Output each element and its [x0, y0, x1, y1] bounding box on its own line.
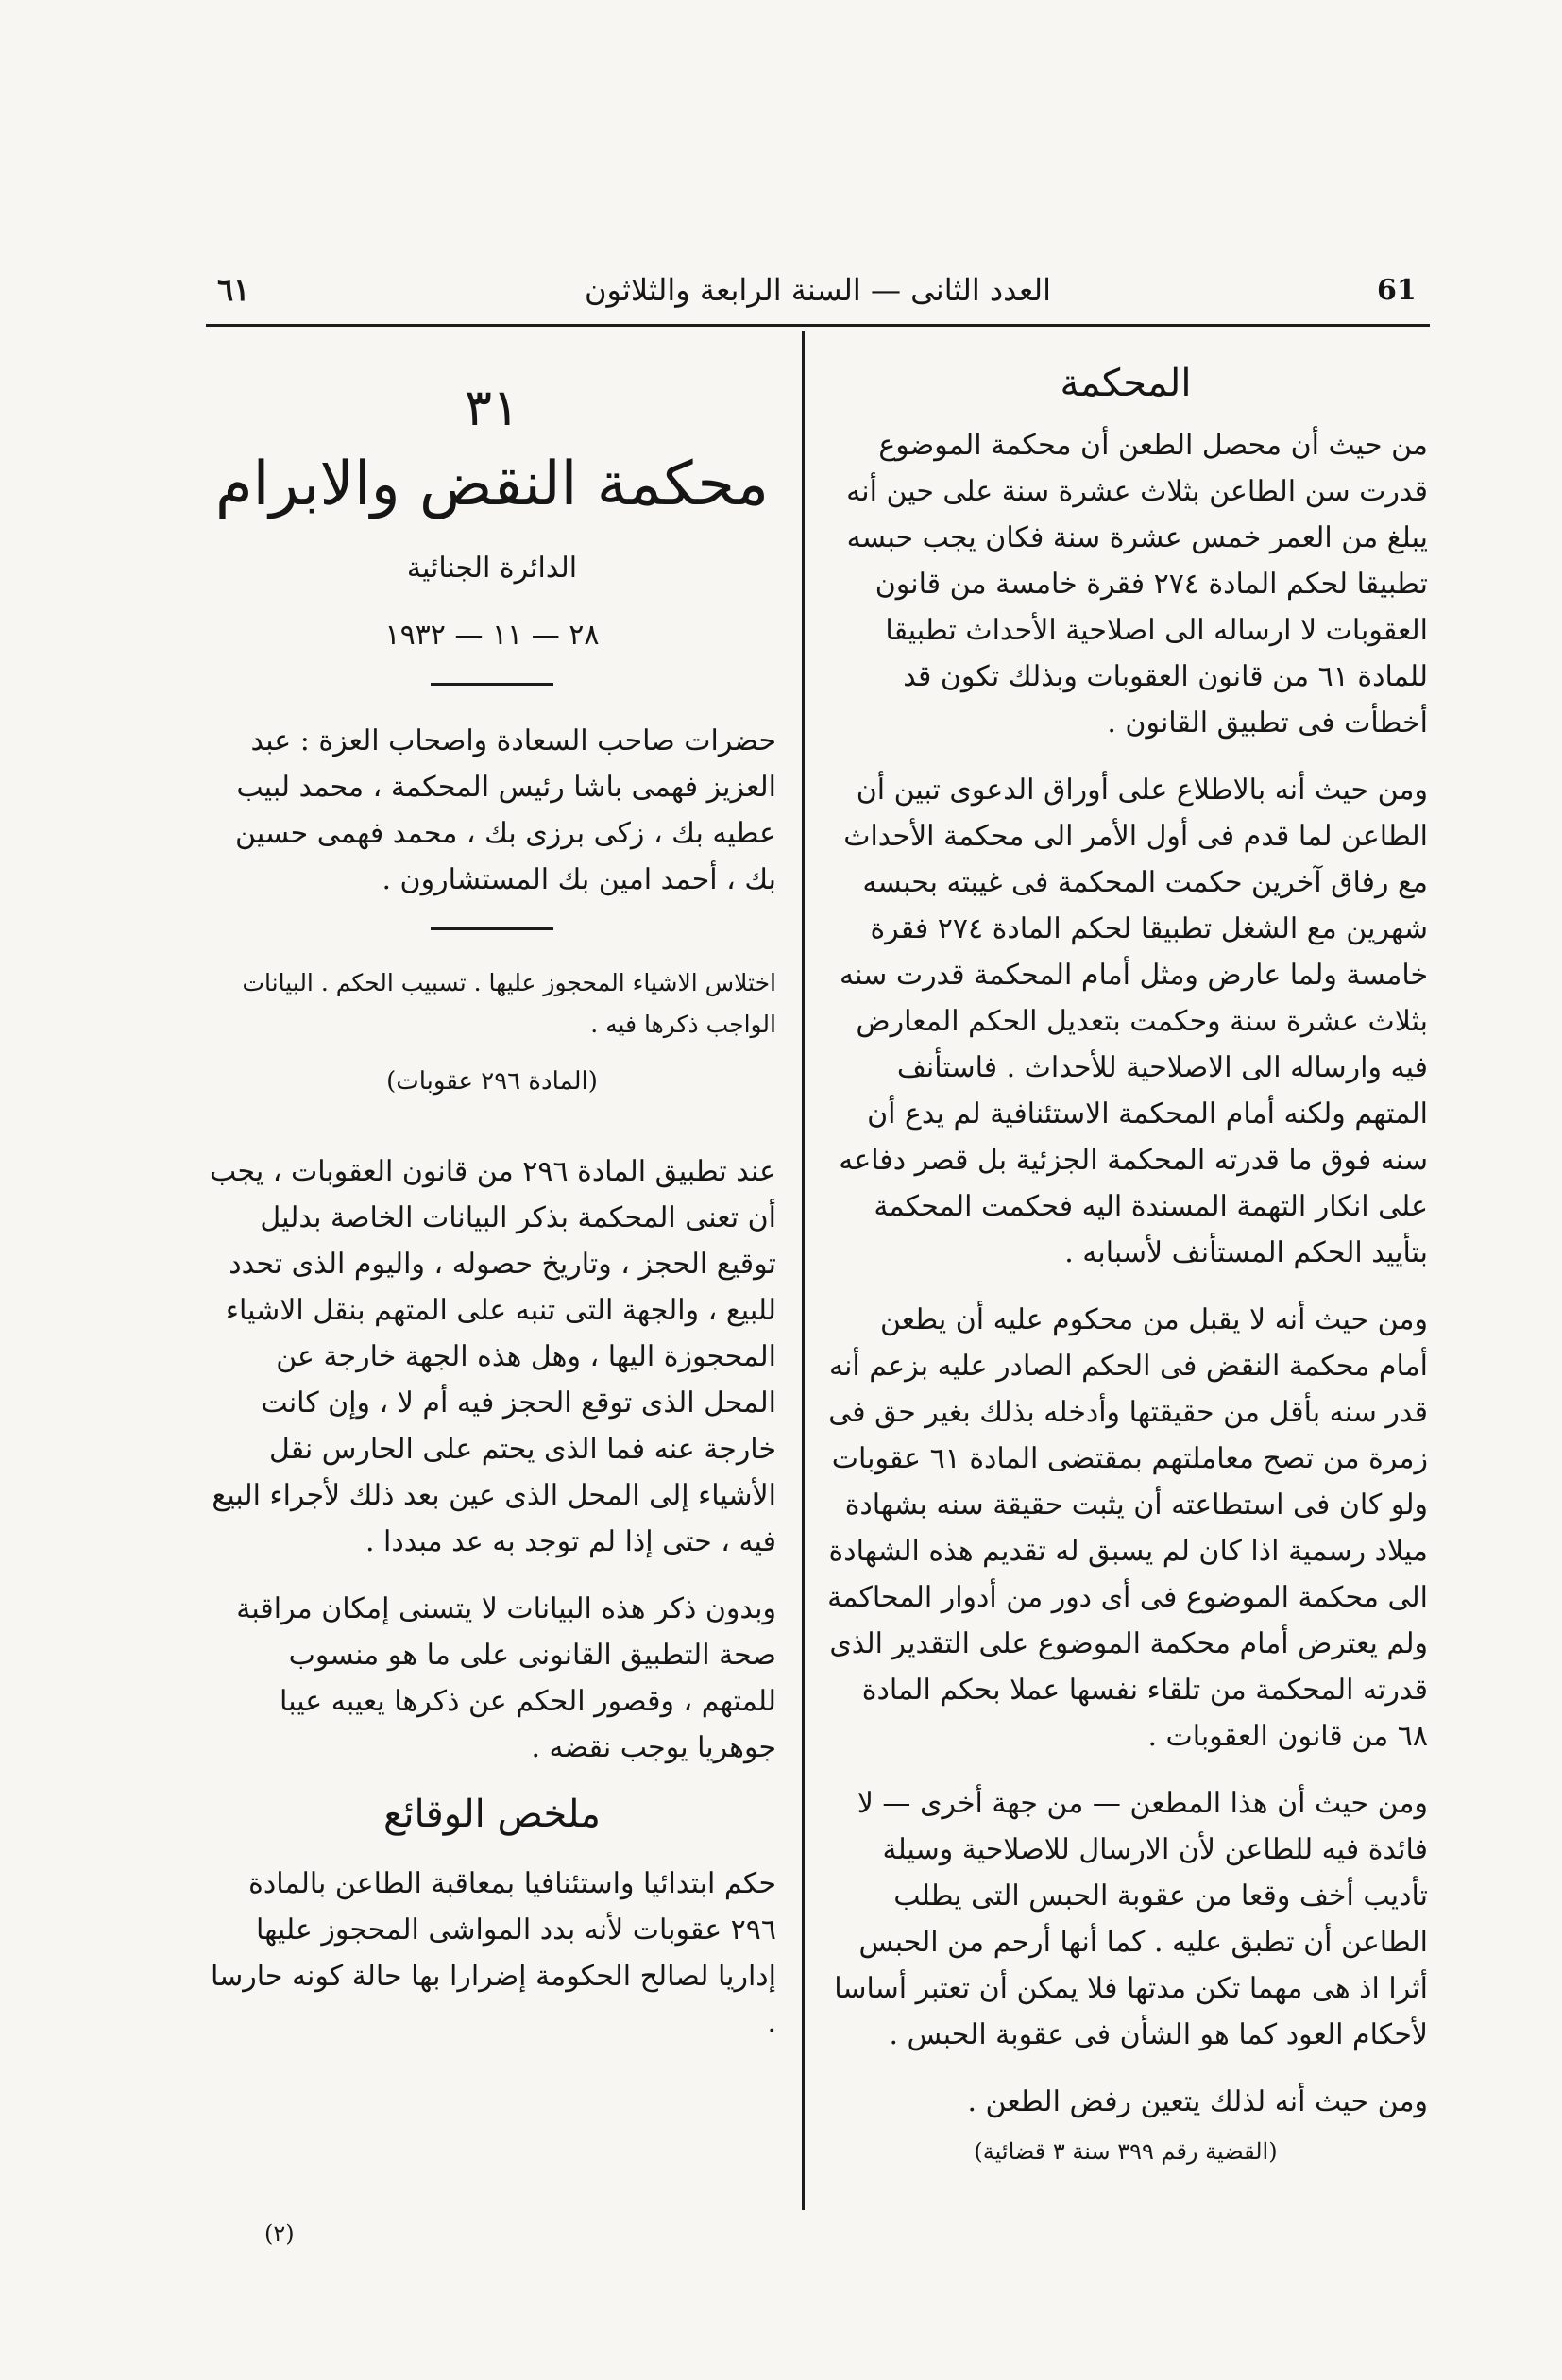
case-summary: اختلاس الاشياء المحجوز عليها . تسبيب الحكم . البيانات الواجب ذكرها فيه .	[242, 969, 776, 1038]
page-header	[206, 266, 1430, 319]
court-heading: المحكمة	[1060, 362, 1192, 405]
facts-paragraph: حكم ابتدائيا واستئنافيا بمعاقبة الطاعن بالمادة ٢٩٦ عقوبات لأنه بدد المواشى المحجوز عليها إداريا لصالح الحكومة إضرارا بها حالة كونه حارسا .	[210, 1867, 776, 2039]
judges-paragraph: حضرات صاحب السعادة واصحاب العزة : عبد العزيز فهمى باشا رئيس المحكمة ، محمد لبيب عطيه بك ، زكى برزى بك ، محمد فهمى حسين بك ، أحمد امين بك المستشارون .	[235, 724, 776, 896]
principle-paragraph-1: عند تطبيق المادة ٢٩٦ من قانون العقوبات ، يجب أن تعنى المحكمة بذكر البيانات الخاصة بدليل توقيع الحجز ، وتاريخ حصوله ، واليوم الذى تحدد للبيع ، والجهة التى تنبه على المتهم بنقل الاشياء المحجوزة اليها ، وهل هذه الجهة خارجة عن المحل الذى توقع الحجز فيه أم لا ، وإن كانت خارجة عنه فما الذى يحتم على الحارس نقل الأشياء إلى المحل الذى عين بعد ذلك لأجراء البيع فيه ، حتى إذا لم توجد به عد مبددا .	[210, 1155, 776, 1558]
circuit-name: الدائرة الجنائية	[406, 552, 578, 585]
judgment-date: ٢٨ — ١١ — ١٩٣٢	[384, 619, 600, 652]
principle-paragraph-2: وبدون ذكر هذه البيانات لا يتسنى إمكان مراقبة صحة التطبيق القانونى على ما هو منسوب للمتهم ، وقصور الحكم عن ذكرها يعيبه عيبا جوهريا يوجب نقضه .	[236, 1592, 776, 1764]
article-reference: (المادة ٢٩٦ عقوبات)	[386, 1067, 598, 1096]
reasoning-paragraph-1: من حيث أن محصل الطعن أن محكمة الموضوع قدرت سن الطاعن بثلاث عشرة سنة على حين أنه يبلغ من العمر خمس عشرة سنة فكان يجب حبسه تطبيقا لحكم المادة ٢٧٤ فقرة خامسة من قانون العقوبات لا ارساله الى اصلاحية الأحداث تطبيقا للمادة ٦١ من قانون العقوبات وبذلك تكون قد أخطأت فى تطبيق القانون .	[846, 429, 1428, 740]
page-number-arabic: ٦١	[217, 272, 250, 308]
reasoning-paragraph-5: ومن حيث أنه لذلك يتعين رفض الطعن .	[967, 2085, 1428, 2118]
reasoning-paragraph-2: ومن حيث أنه بالاطلاع على أوراق الدعوى تبين أن الطاعن لما قدم فى أول الأمر الى محكمة الأحداث مع رفاق آخرين حكمت المحكمة فى غيبته بحبسه شهرين مع الشغل تطبيقا لحكم المادة ٢٧٤ فقرة خامسة ولما عارض ومثل أمام المحكمة قدرت سنه بثلاث عشرة سنة وحكمت بتعديل الحكم المعارض فيه وارساله الى الاصلاحية للأحداث . فاستأنف المتهم ولكنه أمام المحكمة الاستئنافية لم يدع أن سنه فوق ما قدرته المحكمة الجزئية بل قصر دفاعه على انكار التهمة المسندة اليه فحكمت المحكمة بتأييد الحكم المستأنف لأسبابه .	[839, 774, 1428, 1269]
header-rule	[206, 324, 1430, 327]
reasoning-paragraph-4: ومن حيث أن هذا المطعن — من جهة أخرى — لا فائدة فيه للطاعن لأن الارسال للاصلاحية وسيلة تأديب أخف وقعا من عقوبة الحبس التى يطلب الطاعن أن تطبق عليه . كما أنها أرحم من الحبس أثرا اذ هى مهما تكن مدتها فلا يمكن أن تعتبر أساسا لأحكام العود كما هو الشأن فى عقوبة الحبس .	[834, 1787, 1428, 2051]
left-column	[208, 364, 776, 2066]
signature-mark: (٢)	[264, 2220, 295, 2247]
case-reference: (القضية رقم ٣٩٩ سنة ٣ قضائية)	[974, 2138, 1278, 2165]
case-number: ٣١	[464, 378, 519, 437]
running-title: العدد الثانى — السنة الرابعة والثلاثون	[584, 272, 1052, 308]
court-name: محكمة النقض والابرام	[214, 450, 770, 519]
reasoning-paragraph-3: ومن حيث أنه لا يقبل من محكوم عليه أن يطعن أمام محكمة النقض فى الحكم الصادر عليه بزعم أنه قدر سنه بأقل من حقيقتها وأدخله بذلك بغير حق فى زمرة من تصح معاملتهم بمقتضى المادة ٦١ عقوبات ولو كان فى استطاعته أن يثبت حقيقة سنه بشهادة ميلاد رسمية اذا كان لم يسبق له تقديم هذه الشهادة الى محكمة الموضوع فى أى دور من أدوار المحاكمة ولم يعترض أمام محكمة الموضوع على التقدير الذى قدرته المحكمة من تلقاء نفسها عملا بحكم المادة ٦٨ من قانون العقوبات .	[827, 1303, 1428, 1753]
column-divider	[802, 331, 805, 2210]
section-rule	[431, 927, 553, 930]
section-rule	[431, 683, 553, 686]
page-number-latin: 61	[1377, 274, 1417, 307]
facts-heading: ملخص الوقائع	[383, 1793, 601, 1836]
right-column	[823, 361, 1428, 2175]
